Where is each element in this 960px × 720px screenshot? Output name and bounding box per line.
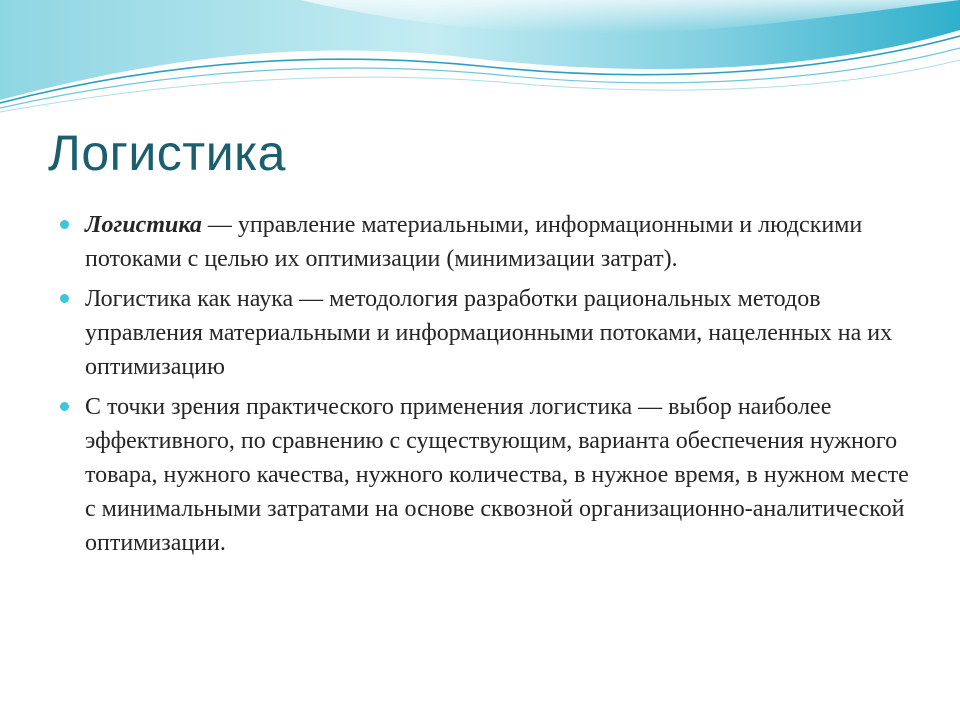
bullet-item [60, 208, 920, 276]
bullet-item [60, 282, 920, 384]
bullet-term: Логистика [85, 212, 202, 238]
bullet-text: — управление материальными, информационными и людскими потоками с целью их оптимизации (минимизации затрат). [85, 212, 863, 272]
bullet-dot-icon [60, 402, 69, 411]
bullet-dot-icon [60, 294, 69, 303]
slide-content [60, 208, 920, 566]
bullet-list [60, 208, 920, 560]
slide-title: Логистика [48, 125, 286, 181]
header-wave-decoration [0, 0, 960, 140]
bullet-text: Логистика как наука — методология разработки рациональных методов управления материальными и информационными потоками, нацеленных на их оптимизацию [85, 286, 893, 380]
bullet-text: С точки зрения практического применения логистика — выбор наиболее эффективного, по сравнению с существующим, варианта обеспечения нужного товара, нужного качества, нужного количества, в нужное время, в нужном месте с минимальными затратами на основе сквозной организационно-аналитической оптимизации. [85, 394, 909, 556]
bullet-dot-icon [60, 220, 69, 229]
bullet-item [60, 390, 920, 560]
